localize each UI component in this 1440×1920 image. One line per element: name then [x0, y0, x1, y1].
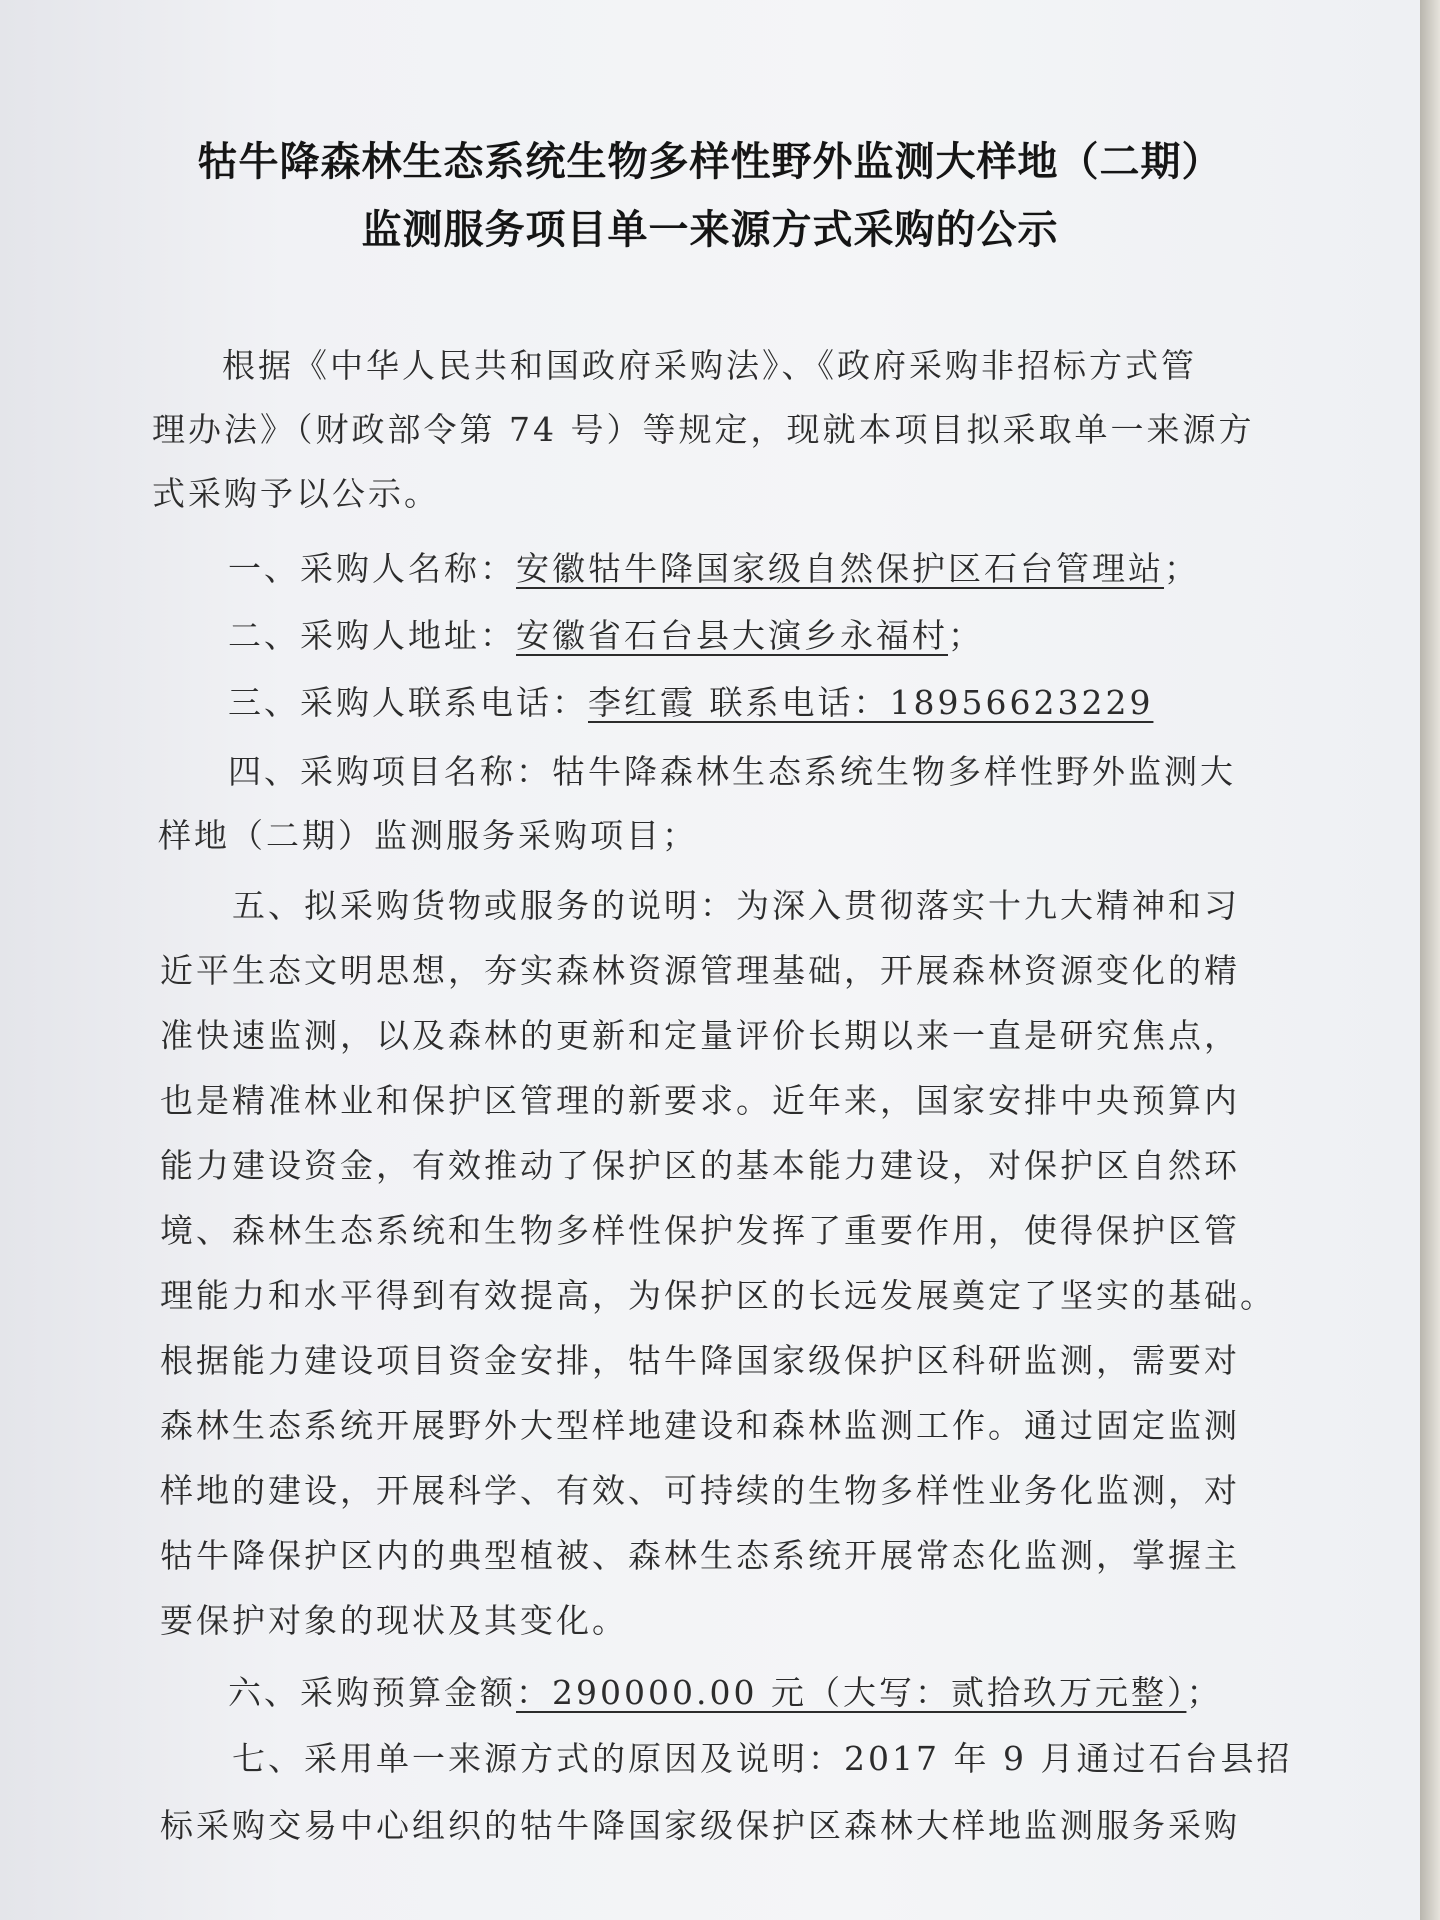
purchaser-phone-value: 李红霞 联系电话：18956623229 [588, 683, 1154, 722]
purchaser-address-label: 二、采购人地址： [228, 616, 516, 655]
budget-value: ：290000.00 元（大写：贰拾玖万元整） [516, 1673, 1187, 1712]
budget-end: ； [1186, 1673, 1223, 1712]
description-line-11: 牯牛降保护区内的典型植被、森林生态系统开展常态化监测，掌握主 [160, 1536, 1240, 1575]
project-name-line-1: 四、采购项目名称：牯牛降森林生态系统生物多样性野外监测大 [228, 752, 1236, 791]
purchaser-name-line [228, 543, 1200, 590]
project-name-line-2: 样地（二期）监测服务采购项目； [158, 816, 698, 855]
description-line-7: 理能力和水平得到有效提高，为保护区的长远发展奠定了坚实的基础。 [160, 1276, 1276, 1315]
purchaser-address-line [228, 610, 984, 657]
intro-line-1: 根据《中华人民共和国政府采购法》、《政府采购非招标方式管 [222, 346, 1197, 385]
description-line-2: 近平生态文明思想，夯实森林资源管理基础，开展森林资源变化的精 [160, 951, 1240, 990]
description-line-10: 样地的建设，开展科学、有效、可持续的生物多样性业务化监测，对 [160, 1471, 1240, 1510]
description-line-5: 能力建设资金，有效推动了保护区的基本能力建设，对保护区自然环 [160, 1146, 1240, 1185]
purchaser-name-value: 安徽牯牛降国家级自然保护区石台管理站 [516, 549, 1164, 588]
budget-line [228, 1667, 1222, 1714]
purchaser-phone-line [228, 677, 1153, 724]
reason-line-1: 七、采用单一来源方式的原因及说明：2017 年 9 月通过石台县招 [232, 1739, 1293, 1778]
purchaser-address-value: 安徽省石台县大演乡永福村 [516, 616, 948, 655]
purchaser-phone-label: 三、采购人联系电话： [228, 683, 588, 722]
budget-label: 六、采购预算金额 [228, 1673, 516, 1712]
description-line-3: 准快速监测，以及森林的更新和定量评价长期以来一直是研究焦点， [160, 1016, 1240, 1055]
purchaser-name-end: ； [1164, 549, 1200, 588]
reason-line-2: 标采购交易中心组织的牯牛降国家级保护区森林大样地监测服务采购 [160, 1806, 1240, 1845]
description-line-1: 五、拟采购货物或服务的说明：为深入贯彻落实十九大精神和习 [232, 886, 1240, 925]
intro-line-3: 式采购予以公示。 [152, 474, 440, 513]
description-line-4: 也是精准林业和保护区管理的新要求。近年来，国家安排中央预算内 [160, 1081, 1240, 1120]
description-line-9: 森林生态系统开展野外大型样地建设和森林监测工作。通过固定监测 [160, 1406, 1240, 1445]
description-line-6: 境、森林生态系统和生物多样性保护发挥了重要作用，使得保护区管 [160, 1211, 1240, 1250]
background-edge [1420, 0, 1440, 1920]
document-title-line-2: 监测服务项目单一来源方式采购的公示 [361, 207, 1059, 253]
description-line-12: 要保护对象的现状及其变化。 [160, 1601, 628, 1640]
intro-line-2: 理办法》（财政部令第 74 号）等规定，现就本项目拟采取单一来源方 [152, 410, 1255, 449]
description-line-8: 根据能力建设项目资金安排，牯牛降国家级保护区科研监测，需要对 [160, 1341, 1240, 1380]
purchaser-address-end: ； [948, 616, 984, 655]
purchaser-name-label: 一、采购人名称： [228, 549, 516, 588]
document-title-line-1: 牯牛降森林生态系统生物多样性野外监测大样地（二期） [197, 139, 1223, 185]
